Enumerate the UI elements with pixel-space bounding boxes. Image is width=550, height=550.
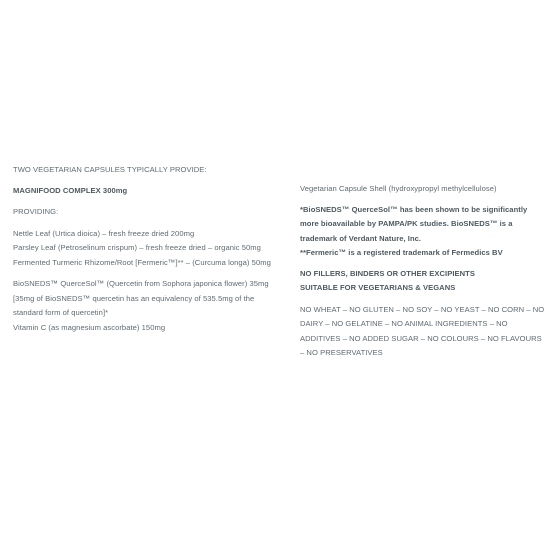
ingredient-item: Nettle Leaf (Urtica dioica) – fresh freeze dried 200mg [13, 228, 195, 238]
ingredient-item: BioSNEDS™ QuerceSol™ (Quercetin from Sophora japonica flower) 35mg [13, 279, 269, 288]
ingredient-list-a [13, 227, 285, 271]
footnote-fermeric: **Fermeric™ is a registered trademark of Fermedics BV [300, 248, 503, 257]
suitable-text: SUITABLE FOR VEGETARIANS & VEGANS [300, 283, 456, 292]
complex-heading: MAGNIFOOD COMPLEX 300mg [13, 185, 128, 195]
ingredient-item: [35mg of BioSNEDS™ quercetin has an equivalency of 535.5mg of the standard form of quercetin]* [13, 293, 255, 317]
ingredient-item: Fermented Turmeric Rhizome/Root [Fermeric™]** – (Curcuma longa) 50mg [13, 257, 271, 267]
ingredient-list-b [13, 277, 285, 335]
ingredient-item: Parsley Leaf (Petroselinum crispum) – fresh freeze dried – organic 50mg [13, 243, 261, 252]
right-column [300, 182, 545, 361]
intro-text: TWO VEGETARIAN CAPSULES TYPICALLY PROVIDE: [13, 165, 207, 174]
free-from-text: NO WHEAT – NO GLUTEN – NO SOY – NO YEAST – NO CORN – NO DAIRY – NO GELATINE – NO ANIMAL INGREDIENTS – NO ADDITIVES – NO ADDED SUGAR – NO COLOURS – NO FLAVOURS – NO PRESERVATIVES [300, 304, 545, 357]
capsule-shell-text: Vegetarian Capsule Shell (hydroxypropyl methylcellulose) [300, 184, 497, 193]
left-column [13, 163, 285, 335]
providing-label: PROVIDING: [13, 207, 59, 216]
no-fillers-text: NO FILLERS, BINDERS OR OTHER EXCIPIENTS [300, 268, 475, 278]
footnote-biosneds: *BioSNEDS™ QuerceSol™ has been shown to be significantly more bioavailable by PAMPA/PK studies. BioSNEDS™ is a trademark of Verdant Nature, Inc. [300, 204, 528, 243]
ingredient-item: Vitamin C (as magnesium ascorbate) 150mg [13, 322, 166, 332]
